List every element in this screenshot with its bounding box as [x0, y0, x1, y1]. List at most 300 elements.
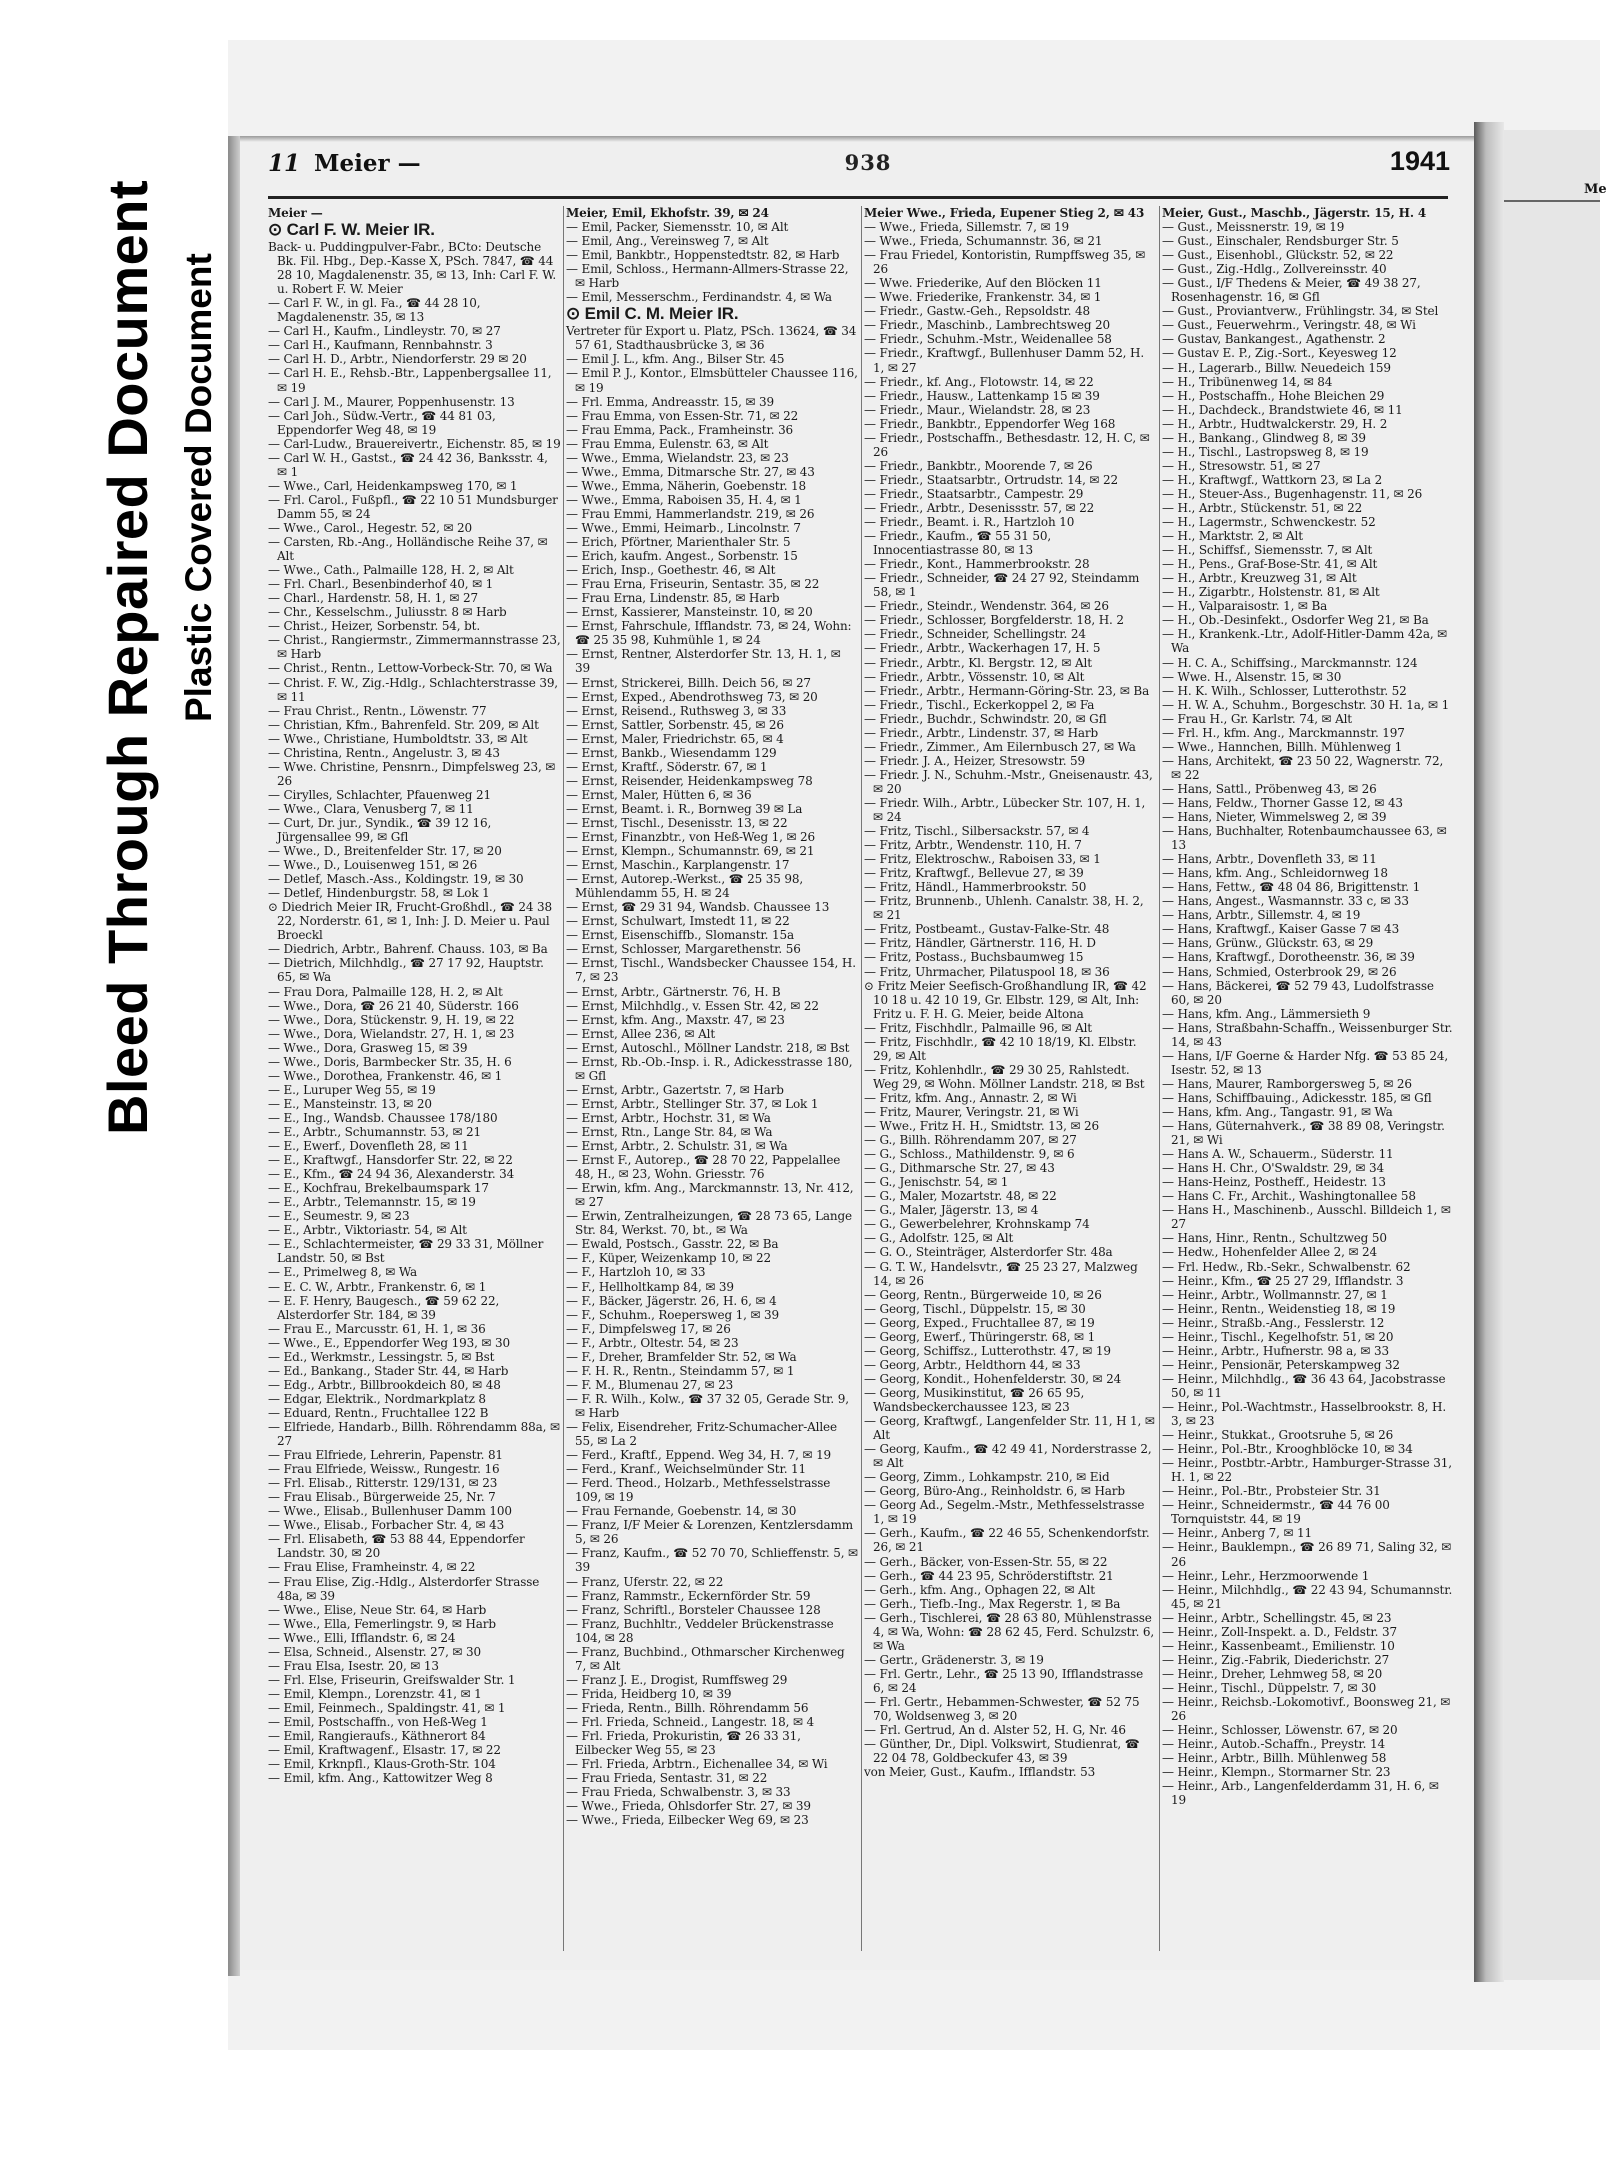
directory-entry: — Christ., Rentn., Lettow-Vorbeck-Str. 70, ✉ Wa [268, 661, 553, 676]
directory-entry: — Frl. Elisab., Ritterstr. 129/131, ✉ 23 [268, 1476, 498, 1491]
directory-entry: — Carl H., Kaufm., Lindleystr. 70, ✉ 27 [268, 324, 501, 339]
directory-entry: — Wwe., Fritz H. H., Smidtstr. 13, ✉ 26 [864, 1119, 1099, 1134]
directory-entry: — Friedr., Schneider, ☎ 24 27 92, Steindamm 58, ✉ 1 [864, 571, 1140, 600]
directory-entry: — Friedr., Arbtr., Hermann-Göring-Str. 23, ✉ Ba [864, 683, 1150, 698]
directory-entry: — Heinr., Arbtr., Hufnerstr. 98 a, ✉ 33 [1162, 1343, 1389, 1358]
directory-entry: — Georg, Schiffsz., Lutterothstr. 47, ✉ 19 [864, 1343, 1111, 1358]
directory-entry: — Heinr., Milchhdlg., ☎ 22 43 94, Schumannstr. 45, ✉ 21 [1162, 1582, 1453, 1611]
directory-entry: — E., Primelweg 8, ✉ Wa [268, 1265, 417, 1280]
directory-entry: — Frl. Frieda, Arbtrn., Eichenallee 34, ✉ Wi [566, 1757, 828, 1772]
directory-entry: — H., Arbtr., Stückenstr. 51, ✉ 22 [1162, 500, 1363, 515]
directory-entry: — Ernst, Beamt. i. R., Bornweg 39 ✉ La [566, 801, 803, 816]
directory-entry: — Wwe., Carl, Heidenkampsweg 170, ✉ 1 [268, 478, 518, 493]
directory-entry: — H., Arbtr., Kreuzweg 31, ✉ Alt [1162, 571, 1357, 586]
directory-entry: — Ernst, Rtn., Lange Str. 84, ✉ Wa [566, 1125, 773, 1139]
directory-entry: — Ernst, Arbtr., Hochstr. 31, ✉ Wa [566, 1110, 771, 1125]
directory-entry: — Hans H., Maschinenb., Ausschl. Billdeich 1, ✉ 27 [1162, 1203, 1451, 1232]
directory-entry: — Ernst, Arbtr., Stellinger Str. 37, ✉ Lok 1 [566, 1096, 819, 1111]
directory-entry: — Wwe., Frieda, Schumannstr. 36, ✉ 21 [864, 234, 1103, 249]
directory-entry: — Emil, Krknpfl., Klaus-Groth-Str. 104 [268, 1757, 496, 1772]
directory-entry: — Frau Dora, Palmaille 128, H. 2, ✉ Alt [268, 984, 503, 999]
directory-entry: — E., Kraftwgf., Hansdorfer Str. 22, ✉ 22 [268, 1153, 513, 1168]
directory-entry: — Ernst, Arbtr., 2. Schulstr. 31, ✉ Wa [566, 1139, 788, 1154]
directory-entry: — Frl. H., kfm. Ang., Marckmannstr. 197 [1162, 725, 1405, 740]
directory-entry: — H., Lagerarb., Billw. Neuedeich 159 [1162, 360, 1391, 375]
directory-entry: — F., Bäcker, Jägerstr. 26, H. 6, ✉ 4 [566, 1293, 777, 1308]
directory-entry: — Wwe., Carol., Hegestr. 52, ✉ 20 [268, 520, 473, 535]
directory-entry: — Felix, Eisendreher, Fritz-Schumacher-Allee 55, ✉ La 2 [566, 1419, 837, 1449]
directory-entry: — Hans, Angest., Wasmannstr. 33 c, ✉ 33 [1162, 894, 1409, 909]
directory-entry: — Georg, Exped., Fruchtallee 87, ✉ 19 [864, 1315, 1095, 1330]
directory-entry: — Carl H., Kaufmann, Rennbahnstr. 3 [268, 338, 493, 353]
directory-entry: — G., Maler, Mozartstr. 48, ✉ 22 [864, 1189, 1057, 1204]
directory-entry: — E., Arbtr., Viktoriastr. 54, ✉ Alt [268, 1223, 467, 1238]
directory-entry: — Gust., I/F Thedens & Meier, ☎ 49 38 27, Rosenhagenstr. 16, ✉ Gfl [1162, 276, 1421, 305]
directory-entry: — Friedr., Kont., Hammerbrookstr. 28 [864, 557, 1090, 572]
directory-entry: — Wwe., Hannchen, Billh. Mühlenweg 1 [1162, 739, 1403, 754]
directory-entry: Meier — [268, 206, 323, 220]
directory-entry: — Friedr., Beamt. i. R., Hartzloh 10 [864, 515, 1075, 530]
directory-entry: — Frau Fernande, Goebenstr. 14, ✉ 30 [566, 1504, 797, 1519]
directory-entry: — Christ. F. W., Zig.-Hdlg., Schlachterstrasse 39, ✉ 11 [268, 675, 558, 704]
directory-entry: — Gust., Feuerwehrm., Veringstr. 48, ✉ Wi [1162, 318, 1416, 333]
directory-entry: — Gust., Einschaler, Rendsburger Str. 5 [1162, 234, 1399, 249]
directory-entry: — Ernst, Kraftf., Söderstr. 67, ✉ 1 [566, 759, 768, 774]
directory-entry: — Gerh., kfm. Ang., Ophagen 22, ✉ Alt [864, 1582, 1095, 1597]
directory-entry: — Frl. Carol., Fußpfl., ☎ 22 10 51 Mundsburger Damm 55, ✉ 24 [268, 492, 558, 521]
directory-entry: — Wwe., D., Breitenfelder Str. 17, ✉ 20 [268, 844, 502, 859]
directory-entry: — Erich, kaufm. Angest., Sorbenstr. 15 [566, 549, 798, 564]
directory-entry: — Cirylles, Schlachter, Pfauenweg 21 [268, 787, 491, 802]
directory-entry: — Gerh., Kaufm., ☎ 22 46 55, Schenkendorfstr. 26, ✉ 21 [864, 1526, 1150, 1555]
directory-entry: — F. R. Wilh., Kolw., ☎ 37 32 05, Gerade Str. 9, ✉ Harb [566, 1391, 849, 1420]
directory-entry: — Friedr., Bankbtr., Eppendorfer Weg 168 [864, 416, 1116, 431]
directory-entry: Meier Wwe., Frieda, Eupener Stieg 2, ✉ 43 [864, 206, 1145, 220]
directory-entry: — Wwe., Christiane, Humboldtstr. 33, ✉ Alt [268, 731, 528, 746]
directory-entry: — Wwe., Doris, Barmbecker Str. 35, H. 6 [268, 1054, 512, 1069]
directory-entry: — Emil, kfm. Ang., Kattowitzer Weg 8 [268, 1771, 493, 1786]
directory-entry: — Hans H. Chr., O'Swaldstr. 29, ✉ 34 [1162, 1161, 1384, 1176]
directory-entry: — Heinr., Pol.-Btr., Krooghblöcke 10, ✉ 34 [1162, 1442, 1413, 1457]
directory-entry: — Ernst, Maschin., Karplangenstr. 17 [566, 858, 790, 873]
directory-entry: — Hans, Güternahverk., ☎ 38 89 08, Veringstr. 21, ✉ Wi [1162, 1119, 1445, 1148]
directory-entry: — Wwe., Emma, Wielandstr. 23, ✉ 23 [566, 450, 789, 465]
directory-entry: — Hans, Arbtr., Sillemstr. 4, ✉ 19 [1162, 908, 1361, 923]
bleed-through-label: Bleed Through Repaired Document [96, 179, 159, 1135]
directory-entry: — Fritz, Kraftwgf., Bellevue 27, ✉ 39 [864, 866, 1084, 881]
directory-entry: — Gustav E. P., Zig.-Sort., Keyesweg 12 [1162, 346, 1397, 361]
directory-entry: — Hans, Maurer, Ramborgersweg 5, ✉ 26 [1162, 1076, 1412, 1091]
directory-column-1 [268, 206, 561, 1956]
directory-entry: — Fritz, kfm. Ang., Annastr. 2, ✉ Wi [864, 1090, 1077, 1105]
directory-entry: — Frau Frieda, Schwalbenstr. 3, ✉ 33 [566, 1785, 791, 1800]
scanned-page [228, 40, 1607, 2050]
directory-entry: — Georg, Musikinstitut, ☎ 26 65 95, Wandsbeckerchaussee 123, ✉ 23 [864, 1385, 1085, 1414]
directory-entry: — Frau Emmi, Hammerlandstr. 219, ✉ 26 [566, 506, 815, 521]
directory-entry: — Georg, Kraftwgf., Langenfelder Str. 11, H 1, ✉ Alt [864, 1414, 1155, 1443]
next-page-edge [1504, 130, 1600, 1980]
directory-entry: — Frau Friedel, Kontoristin, Rumpffsweg 35, ✉ 26 [864, 248, 1146, 277]
directory-entry: — Friedr., Postschaffn., Bethesdastr. 12, H. C, ✉ 26 [864, 430, 1150, 459]
directory-entry: — Ernst, Strickerei, Billh. Deich 56, ✉ 27 [566, 675, 811, 690]
directory-entry: — Fritz, Kohlenhdlr., ☎ 29 30 25, Rahlstedt. Weg 29, ✉ Wohn. Möllner Landstr. 218, ✉ Bst [864, 1062, 1145, 1091]
directory-entry: — Wwe., Emma, Ditmarsche Str. 27, ✉ 43 [566, 464, 815, 479]
directory-entry: — Wwe., Elise, Neue Str. 64, ✉ Harb [268, 1602, 487, 1617]
directory-entry: — F., Dimpfelsweg 17, ✉ 26 [566, 1321, 731, 1336]
directory-entry: — Fritz, Postbeamt., Gustav-Falke-Str. 48 [864, 922, 1110, 937]
directory-entry: — Heinr., Zig.-Fabrik, Diederichstr. 27 [1162, 1652, 1390, 1667]
directory-entry: — Frida, Heidberg 10, ✉ 39 [566, 1686, 732, 1701]
directory-entry: — Gustav, Bankangest., Agathenstr. 2 [1162, 332, 1386, 347]
directory-entry: — Wwe. Friederike, Auf den Blöcken 11 [864, 276, 1102, 291]
directory-entry: — Wwe., Cath., Palmaille 128, H. 2, ✉ Alt [268, 563, 514, 578]
directory-entry: — Friedr. J. A., Heizer, Stresowstr. 59 [864, 753, 1086, 768]
directory-entry: — Franz, Rammstr., Eckernförder Str. 59 [566, 1588, 811, 1603]
directory-entry: — Hans, Fettw., ☎ 48 04 86, Brigittenstr. 1 [1162, 880, 1421, 895]
directory-entry: — Erich, Insp., Goethestr. 46, ✉ Alt [566, 563, 776, 578]
directory-entry: — Heinr., Pol.-Wachtmstr., Hasselbrookstr. 8, H. 3, ✉ 23 [1162, 1399, 1446, 1429]
directory-entry: Vertreter für Export u. Platz, PSch. 13624, ☎ 34 57 61, Stadthausbrücke 3, ✉ 36 [566, 324, 857, 353]
directory-entry: — Günther, Dr., Dipl. Volkswirt, Studienrat, ☎ 22 04 78, Goldbeckufer 43, ✉ 39 [864, 1737, 1140, 1766]
directory-entry: — E., Seumestr. 9, ✉ 23 [268, 1209, 410, 1224]
directory-entry: — Heinr., Tischl., Düppelstr. 7, ✉ 30 [1162, 1680, 1377, 1695]
directory-entry: — Friedr., Kaufm., ☎ 55 31 50, Innocentiastrasse 80, ✉ 13 [864, 529, 1051, 558]
page-top-edge [240, 136, 1474, 142]
directory-entry: — Fritz, Brunnenb., Uhlenh. Canalstr. 38, H. 2, ✉ 21 [864, 894, 1144, 923]
directory-entry: — Georg, Kaufm., ☎ 42 49 41, Norderstrasse 2, ✉ Alt [864, 1442, 1152, 1471]
directory-entry: — Friedr., Staatsarbtr., Campestr. 29 [864, 486, 1084, 501]
directory-entry: — G., Dithmarsche Str. 27, ✉ 43 [864, 1161, 1055, 1176]
directory-entry: — F., Schuhm., Roepersweg 1, ✉ 39 [566, 1307, 780, 1322]
directory-entry: — Franz J. E., Drogist, Rumffsweg 29 [566, 1672, 788, 1687]
directory-entry: — Ferd., Kranf., Weichselmünder Str. 11 [566, 1462, 807, 1477]
directory-entry: — Gust., Eisenhobl., Glückstr. 52, ✉ 22 [1162, 248, 1394, 263]
directory-entry: — H., Tribünenweg 14, ✉ 84 [1162, 374, 1333, 389]
directory-entry: — Georg Ad., Segelm.-Mstr., Methfesselstrasse 1, ✉ 19 [864, 1498, 1145, 1527]
directory-entry: — Frau Frieda, Sentastr. 31, ✉ 22 [566, 1771, 768, 1786]
directory-entry: — Wwe., Frieda, Sillemstr. 7, ✉ 19 [864, 220, 1069, 235]
directory-entry: — Hans, Kraftwgf., Kaiser Gasse 7 ✉ 43 [1162, 922, 1400, 937]
directory-entry: — F., Küper, Weizenkamp 10, ✉ 22 [566, 1251, 771, 1266]
directory-entry: — Fritz, Maurer, Veringstr. 21, ✉ Wi [864, 1105, 1079, 1119]
directory-entry: — Elsa, Schneid., Alsenstr. 27, ✉ 30 [268, 1644, 481, 1659]
directory-entry: — Heinr., Tischl., Kegelhofstr. 51, ✉ 20 [1162, 1329, 1394, 1344]
directory-entry: — Fritz, Händler, Gärtnerstr. 116, H. D [864, 936, 1096, 951]
directory-entry: — Wwe., Clara, Venusberg 7, ✉ 11 [268, 801, 474, 816]
directory-entry: — F., Dreher, Bramfelder Str. 52, ✉ Wa [566, 1349, 797, 1364]
directory-entry: — Emil, Messerschm., Ferdinandstr. 4, ✉ Wa [566, 290, 832, 305]
directory-entry: — Heinr., Pol.-Btr., Probsteier Str. 31 [1162, 1484, 1381, 1499]
directory-column-4 [1162, 206, 1455, 1956]
directory-entry: — Heinr., Anberg 7, ✉ 11 [1162, 1526, 1313, 1541]
directory-entry: — Ernst, Reisender, Heidenkampsweg 78 [566, 773, 813, 788]
directory-entry: — Franz, Schriftl., Borsteler Chaussee 128 [566, 1602, 821, 1617]
directory-entry: — H., Krankenk.-Ltr., Adolf-Hitler-Damm 42a, ✉ Wa [1162, 627, 1448, 656]
directory-entry: — Gertr., Grädenerstr. 3, ✉ 19 [864, 1652, 1044, 1667]
directory-entry: — Frl. Charl., Besenbinderhof 40, ✉ 1 [268, 577, 494, 592]
directory-entry: — Frau H., Gr. Karlstr. 74, ✉ Alt [1162, 711, 1352, 726]
directory-entry: — Ernst, Schlosser, Margarethenstr. 56 [566, 942, 801, 957]
side-labels [0, 0, 240, 2177]
directory-entry: — Erwin, kfm. Ang., Marckmannstr. 13, Nr. 412, ✉ 27 [566, 1181, 854, 1210]
directory-entry: — Ernst, ☎ 29 31 94, Wandsb. Chaussee 13 [566, 900, 830, 915]
directory-entry: — Hans, Sattl., Pröbenweg 43, ✉ 26 [1162, 781, 1377, 796]
directory-entry: — Franz, Buchhltr., Veddeler Brückenstrasse 104, ✉ 28 [566, 1616, 834, 1645]
directory-entry: — Ernst, Milchhdlg., v. Essen Str. 42, ✉ 22 [566, 998, 819, 1013]
running-head: 11 Meier — [268, 150, 421, 177]
directory-entry: — Friedr., Staatsarbtr., Ortrudstr. 14, ✉ 22 [864, 472, 1118, 487]
directory-column-3 [864, 206, 1157, 1956]
directory-entry: — Christ., Heizer, Sorbenstr. 54, bt. [268, 619, 480, 634]
directory-entry: — Frl. Gertr., Hebammen-Schwester, ☎ 52 75 70, Woldsenweg 3, ✉ 20 [864, 1694, 1140, 1724]
directory-entry: — Wwe., E., Eppendorfer Weg 193, ✉ 30 [268, 1335, 510, 1350]
directory-entry: — Heinr., Reichsb.-Lokomotivf., Boonsweg 21, ✉ 26 [1162, 1694, 1451, 1724]
directory-entry: — F., Hellholtkamp 84, ✉ 39 [566, 1279, 734, 1294]
directory-entry: — Hans, kfm. Ang., Schleidornweg 18 [1162, 866, 1388, 881]
directory-entry: — Friedr., Schneider, Schellingstr. 24 [864, 627, 1086, 642]
directory-entry: — Frieda, Rentn., Billh. Röhrendamm 56 [566, 1700, 809, 1715]
directory-entry: — Wwe. Friederike, Frankenstr. 34, ✉ 1 [864, 290, 1102, 305]
directory-entry: — Carl W. H., Gastst., ☎ 24 42 36, Banksstr. 4, ✉ 1 [268, 450, 548, 479]
directory-entry: — Gerh., Tiefb.-Ing., Max Regerstr. 1, ✉ Ba [864, 1596, 1121, 1611]
directory-entry: — E., Kfm., ☎ 24 94 36, Alexanderstr. 34 [268, 1167, 515, 1182]
directory-entry: — Georg, Kondit., Hohenfelderstr. 30, ✉ 24 [864, 1371, 1122, 1386]
directory-entry: — Heinr., Pensionär, Peterskampweg 32 [1162, 1357, 1400, 1372]
directory-entry: — Franz, Uferstr. 22, ✉ 22 [566, 1574, 724, 1589]
directory-entry: — E., Mansteinstr. 13, ✉ 20 [268, 1096, 432, 1111]
directory-entry: — Detlef, Masch.-Ass., Koldingstr. 19, ✉ 30 [268, 872, 524, 887]
directory-entry: — Wwe., Ella, Femerlingstr. 9, ✉ Harb [268, 1616, 496, 1631]
directory-entry: — Friedr., Arbtr., Desenissstr. 57, ✉ 22 [864, 500, 1095, 515]
directory-entry: — Friedr., Maur., Wielandstr. 28, ✉ 23 [864, 402, 1091, 417]
directory-entry: — Friedr., Schuhm.-Mstr., Weidenallee 58 [864, 332, 1112, 347]
directory-entry: von Meier, Gust., Kaufm., Ifflandstr. 53 [864, 1765, 1096, 1780]
directory-entry: — Frl. Hedw., Rb.-Sekr., Schwalbenstr. 62 [1162, 1259, 1411, 1274]
directory-entry: — Hans, I/F Goerne & Harder Nfg. ☎ 53 85 24, Isestr. 52, ✉ 13 [1162, 1048, 1449, 1077]
directory-entry: — Erwin, Zentralheizungen, ☎ 28 73 65, Lange Str. 84, Werkst. 70, bt., ✉ Wa [566, 1209, 852, 1238]
directory-entry: — Hans C. Fr., Archit., Washingtonallee 58 [1162, 1189, 1416, 1204]
directory-entry: — Frau Emma, Pack., Framheinstr. 36 [566, 422, 794, 437]
directory-entry: — Hans, Grünw., Glückstr. 63, ✉ 29 [1162, 936, 1374, 951]
directory-entry: — Ernst, Finanzbtr., von Heß-Weg 1, ✉ 26 [566, 830, 815, 845]
directory-entry: — Edg., Arbtr., Billbrookdeich 80, ✉ 48 [268, 1377, 501, 1392]
directory-entry: Meier, Gust., Maschb., Jägerstr. 15, H. 4 [1162, 206, 1427, 220]
directory-entry: — Frau Emma, Eulenstr. 63, ✉ Alt [566, 436, 769, 451]
directory-entry: — Emil, Feinmech., Spaldingstr. 41, ✉ 1 [268, 1700, 506, 1715]
directory-entry: — H. C. A., Schiffsing., Marckmannstr. 124 [1162, 655, 1418, 670]
directory-entry: — H., Pens., Graf-Bose-Str. 41, ✉ Alt [1162, 557, 1378, 572]
page-shadow [228, 136, 240, 1976]
directory-entry: — Frl. Frieda, Prokuristin, ☎ 26 33 31, Eilbecker Weg 55, ✉ 23 [566, 1729, 801, 1758]
directory-entry: — Friedr., Buchdr., Schwindstr. 20, ✉ Gfl [864, 711, 1107, 726]
directory-entry: — Ferd., Kraftf., Eppend. Weg 34, H. 7, ✉ 19 [566, 1448, 832, 1463]
directory-entry: — Heinr., Rentn., Weidenstieg 18, ✉ 19 [1162, 1301, 1396, 1316]
directory-entry: — Emil J. L., kfm. Ang., Bilser Str. 45 [566, 352, 785, 367]
directory-entry: — E., Ing., Wandsb. Chaussee 178/180 [268, 1110, 498, 1125]
directory-entry: — Gerh., Bäcker, von-Essen-Str. 55, ✉ 22 [864, 1554, 1108, 1569]
directory-entry: — Heinr., Arbtr., Wollmannstr. 27, ✉ 1 [1162, 1287, 1388, 1302]
directory-entry: — F., Hartzloh 10, ✉ 33 [566, 1265, 706, 1280]
directory-entry: — Hans, Bäckerei, ☎ 52 79 43, Ludolfstrasse 60, ✉ 20 [1162, 978, 1434, 1007]
directory-entry: — Chr., Kesselschm., Juliusstr. 8 ✉ Harb [268, 605, 507, 620]
directory-entry: — G., Jenischstr. 54, ✉ 1 [864, 1175, 1009, 1190]
directory-entry: — Frau E., Marcusstr. 61, H. 1, ✉ 36 [268, 1321, 486, 1336]
directory-entry: — Georg, Ewerf., Thüringerstr. 68, ✉ 1 [864, 1329, 1096, 1344]
directory-entry: — Ernst, Allee 236, ✉ Alt [566, 1026, 715, 1041]
directory-entry: — H., Dachdeck., Brandstwiete 46, ✉ 11 [1162, 402, 1403, 417]
directory-entry: — Ernst, Fahrschule, Ifflandstr. 73, ✉ 24, Wohn: ☎ 25 35 98, Kuhmühle 1, ✉ 24 [566, 619, 852, 648]
column-divider [861, 206, 862, 1951]
directory-entry: — Frau Elise, Zig.-Hdlg., Alsterdorfer Strasse 48a, ✉ 39 [268, 1574, 540, 1603]
directory-entry: — E., Arbtr., Telemannstr. 15, ✉ 19 [268, 1195, 476, 1210]
directory-entry: — Elfriede, Handarb., Billh. Röhrendamm 88a, ✉ 27 [268, 1419, 560, 1449]
directory-entry: — Frau Elfriede, Lehrerin, Papenstr. 81 [268, 1448, 503, 1463]
directory-entry: — Wwe., Dora, Stückenstr. 9, H. 19, ✉ 22 [268, 1012, 515, 1027]
directory-entry: — Ed., Bankang., Stader Str. 44, ✉ Harb [268, 1363, 509, 1378]
directory-entry: — G. T. W., Handelsvtr., ☎ 25 23 27, Malzweg 14, ✉ 26 [864, 1259, 1138, 1288]
directory-entry: — Frl. Elisabeth, ☎ 53 88 44, Eppendorfer Landstr. 30, ✉ 20 [268, 1532, 525, 1561]
directory-entry: — Carl J. M., Maurer, Poppenhusenstr. 13 [268, 394, 515, 409]
column-number: 11 [268, 150, 301, 177]
directory-entry: — H. W. A., Schuhm., Borgeschstr. 30 H. 1a, ✉ 1 [1162, 697, 1450, 712]
directory-entry: — Emil, Klempn., Lorenzstr. 41, ✉ 1 [268, 1686, 482, 1701]
directory-entry: — Ernst, kfm. Ang., Maxstr. 47, ✉ 23 [566, 1012, 785, 1027]
directory-entry: — Ernst, Maler, Friedrichstr. 65, ✉ 4 [566, 731, 784, 746]
directory-entry: — Curt, Dr. jur., Syndik., ☎ 39 12 16, Jürgensallee 99, ✉ Gfl [268, 815, 492, 845]
directory-entry: — Hans, Straßbahn-Schaffn., Weissenburger Str. 14, ✉ 43 [1162, 1020, 1453, 1049]
directory-entry: — Emil, Rangieraufs., Käthnerort 84 [268, 1729, 486, 1744]
directory-entry: — Wwe., Frieda, Eilbecker Weg 69, ✉ 23 [566, 1813, 809, 1828]
directory-entry: — Georg, Büro-Ang., Reinholdstr. 6, ✉ Harb [864, 1484, 1125, 1499]
directory-entry: — Friedr., Gastw.-Geh., Repsoldstr. 48 [864, 304, 1090, 319]
directory-entry: — Frau Elise, Framheinstr. 4, ✉ 22 [268, 1560, 476, 1575]
directory-entry: — Fritz, Arbtr., Wendenstr. 110, H. 7 [864, 838, 1082, 853]
directory-entry: — H., Postschaffn., Hohe Bleichen 29 [1162, 388, 1385, 403]
directory-entry: — H., Tischl., Lastropsweg 8, ✉ 19 [1162, 444, 1369, 459]
directory-entry: — Ernst, Arbtr., Gazertstr. 7, ✉ Harb [566, 1082, 784, 1097]
directory-entry: — H., Lagermstr., Schwenckestr. 52 [1162, 515, 1376, 530]
directory-entry: — E., Luruper Weg 55, ✉ 19 [268, 1082, 436, 1097]
directory-entry: — Fritz, Händl., Hammerbrookstr. 50 [864, 880, 1087, 895]
directory-entry: — Heinr., Kfm., ☎ 25 27 29, Ifflandstr. 3 [1162, 1273, 1404, 1288]
directory-entry: — Frl. Else, Friseurin, Greifswalder Str. 1 [268, 1672, 516, 1687]
directory-entry: — Emil, Postschaffn., von Heß-Weg 1 [268, 1714, 488, 1729]
directory-entry: — Frau Elsa, Isestr. 20, ✉ 13 [268, 1658, 439, 1673]
directory-entry: — H., Ob.-Desinfekt., Osdorfer Weg 21, ✉ Ba [1162, 613, 1429, 628]
directory-entry: — G., Billh. Röhrendamm 207, ✉ 27 [864, 1133, 1077, 1148]
directory-entry: — Heinr., Schlosser, Löwenstr. 67, ✉ 20 [1162, 1723, 1398, 1738]
directory-entry: — Hedw., Hohenfelder Allee 2, ✉ 24 [1162, 1245, 1377, 1260]
directory-entry: — Christian, Kfm., Bahrenfeld. Str. 209, ✉ Alt [268, 717, 539, 732]
directory-entry: — Carl-Ludw., Brauereivertr., Eichenstr. 85, ✉ 19 [268, 436, 561, 451]
directory-entry: — Frl. Gertrud, An d. Alster 52, H. G, Nr. 46 [864, 1723, 1126, 1738]
directory-entry: — Frau Emma, von Essen-Str. 71, ✉ 22 [566, 408, 799, 423]
directory-entry: — Friedr., Schlosser, Borgfelderstr. 18, H. 2 [864, 613, 1124, 628]
page-number: 938 [844, 150, 892, 175]
directory-entry: — Edgar, Elektrik., Nordmarkplatz 8 [268, 1391, 486, 1406]
directory-entry: — Wwe. H., Alsenstr. 15, ✉ 30 [1162, 669, 1342, 684]
directory-entry: — Ernst F., Autorep., ☎ 28 70 22, Pappelallee 48, H., ✉ 23, Wohn. Griesstr. 76 [566, 1153, 841, 1182]
directory-entry: — G., Maler, Jägerstr. 13, ✉ 4 [864, 1203, 1039, 1218]
directory-entry: — Friedr., Kraftwgf., Bullenhuser Damm 52, H. 1, ✉ 27 [864, 346, 1144, 375]
directory-entry: — Hans, kfm. Ang., Lämmersieth 9 [1162, 1006, 1371, 1021]
plastic-covered-label: Plastic Covered Document [178, 253, 219, 722]
directory-entry: — Wwe., D., Louisenweg 151, ✉ 26 [268, 858, 478, 873]
next-page-mark: Me [1584, 182, 1607, 197]
directory-entry: — H., Marktstr. 2, ✉ Alt [1162, 529, 1303, 544]
directory-entry: — Carl Joh., Südw.-Vertr., ☎ 44 81 03, Eppendorfer Weg 48, ✉ 19 [268, 408, 496, 437]
directory-entry: — F., Arbtr., Oltestr. 54, ✉ 23 [566, 1335, 739, 1350]
directory-entry: — Friedr., Zimmer., Am Eilernbusch 27, ✉ Wa [864, 739, 1136, 754]
directory-entry: — Frau Christ., Rentn., Löwenstr. 77 [268, 703, 487, 718]
directory-entry: — Ernst, Bankb., Wiesendamm 129 [566, 745, 777, 760]
directory-entry: — Frau Elisab., Bürgerweide 25, Nr. 7 [268, 1490, 496, 1505]
directory-entry: — Hans, Architekt, ☎ 23 50 22, Wagnerstr. 72, ✉ 22 [1162, 753, 1444, 782]
directory-entry: — Ernst, Reisend., Ruthsweg 3, ✉ 33 [566, 703, 787, 718]
running-surname: Meier [314, 150, 390, 177]
directory-entry: — Friedr., Arbtr., Vössenstr. 10, ✉ Alt [864, 669, 1085, 684]
directory-entry: — Hans, Nieter, Wimmelsweg 2, ✉ 39 [1162, 810, 1387, 825]
directory-entry: — Ferd. Theod., Holzarb., Methfesselstrasse 109, ✉ 19 [566, 1476, 831, 1505]
directory-entry: — Hans, Hinr., Rentn., Schultzweg 50 [1162, 1231, 1387, 1246]
directory-entry: — Emil, Packer, Siemensstr. 10, ✉ Alt [566, 220, 789, 235]
directory-entry: — Gust., Zig.-Hdlg., Zollvereinsstr. 40 [1162, 262, 1387, 277]
directory-entry: — F. H. R., Rentn., Steindamm 57, ✉ 1 [566, 1363, 795, 1378]
directory-entry: — Eduard, Rentn., Fruchtallee 122 B [268, 1405, 489, 1420]
page-header [268, 146, 1468, 184]
directory-entry: — Georg, Tischl., Düppelstr. 15, ✉ 30 [864, 1301, 1086, 1316]
directory-entry: Meier, Emil, Ekhofstr. 39, ✉ 24 [566, 206, 769, 220]
directory-entry: — Carl H. D., Arbtr., Niendorferstr. 29 ✉ 20 [268, 352, 527, 367]
directory-entry: — G. O., Steinträger, Alsterdorfer Str. 48a [864, 1245, 1113, 1260]
directory-entry: — Ernst, Kassierer, Mansteinstr. 10, ✉ 20 [566, 605, 813, 620]
directory-entry: — Frau Erna, Lindenstr. 85, ✉ Harb [566, 591, 780, 606]
directory-entry: — Fritz, Elektroschw., Raboisen 33, ✉ 1 [864, 852, 1101, 867]
directory-entry: — Fritz, Tischl., Silbersackstr. 57, ✉ 4 [864, 824, 1090, 839]
directory-entry: — Friedr., Arbtr., Lindenstr. 37, ✉ Harb [864, 725, 1099, 740]
directory-entry: — Wwe., Frieda, Ohlsdorfer Str. 27, ✉ 39 [566, 1799, 811, 1814]
directory-entry: — H., Steuer-Ass., Bugenhagenstr. 11, ✉ 26 [1162, 486, 1423, 501]
directory-entry: — H., Schiffsf., Siemensstr. 7, ✉ Alt [1162, 543, 1373, 558]
directory-entry: — Hans, Schiffbauing., Adickesstr. 185, ✉ Gfl [1162, 1090, 1432, 1105]
directory-entry: — Frl. Gertr., Lehr., ☎ 25 13 90, Ifflandstrasse 6, ✉ 24 [864, 1666, 1144, 1695]
directory-entry: — Heinr., Kassenbeamt., Emilienstr. 10 [1162, 1638, 1395, 1653]
directory-entry: — Wwe., Elli, Ifflandstr. 6, ✉ 24 [268, 1630, 456, 1645]
directory-entry: — Wwe., Elisab., Bullenhuser Damm 100 [268, 1504, 512, 1519]
directory-entry: — Emil, Schloss., Hermann-Allmers-Strasse 22, ✉ Harb [566, 262, 849, 291]
directory-entry: — Dietrich, Milchhdlg., ☎ 27 17 92, Hauptstr. 65, ✉ Wa [268, 956, 544, 985]
directory-entry: — G., Adolfstr. 125, ✉ Alt [864, 1231, 1014, 1246]
directory-entry: — Wwe., Emmi, Heimarb., Lincolnstr. 7 [566, 520, 801, 535]
directory-entry: — Hans, Arbtr., Dovenfleth 33, ✉ 11 [1162, 852, 1377, 867]
directory-entry: — Georg, Arbtr., Heldthorn 44, ✉ 33 [864, 1357, 1081, 1372]
directory-entry: — Ernst, Tischl., Wandsbecker Chaussee 154, H. 7, ✉ 23 [566, 956, 856, 985]
directory-entry: — Wwe., Dora, Wielandstr. 27, H. 1, ✉ 23 [268, 1026, 515, 1041]
directory-entry: — H., Stresowstr. 51, ✉ 27 [1162, 458, 1321, 473]
directory-entry: — Franz, I/F Meier & Lorenzen, Kentzlersdamm 5, ✉ 26 [566, 1518, 853, 1547]
directory-entry: — Ernst, Autorep.-Werkst., ☎ 25 35 98, Mühlendamm 55, H. ✉ 24 [566, 872, 804, 901]
directory-entry: — Wwe. Christine, Pensnrn., Dimpfelsweg 23, ✉ 26 [268, 759, 556, 788]
directory-entry: — Friedr., Hausw., Lattenkamp 15 ✉ 39 [864, 388, 1100, 403]
directory-entry: — Hans-Heinz, Postheff., Heidestr. 13 [1162, 1175, 1386, 1190]
header-rule [268, 196, 1448, 199]
directory-entry: — Ernst, Eisenschiffb., Slomanstr. 15a [566, 928, 794, 943]
directory-entry: — Emil, Ang., Vereinsweg 7, ✉ Alt [566, 234, 769, 249]
directory-entry: — Franz, Buchbind., Othmarscher Kirchenweg 7, ✉ Alt [566, 1644, 845, 1673]
directory-entry: — Wwe., Elisab., Forbacher Str. 4, ✉ 43 [268, 1518, 505, 1533]
directory-entry: — Heinr., Schneidermstr., ☎ 44 76 00 Tornquiststr. 44, ✉ 19 [1162, 1498, 1390, 1527]
directory-entry: — Gerh., ☎ 44 23 95, Schröderstiftstr. 21 [864, 1568, 1114, 1583]
